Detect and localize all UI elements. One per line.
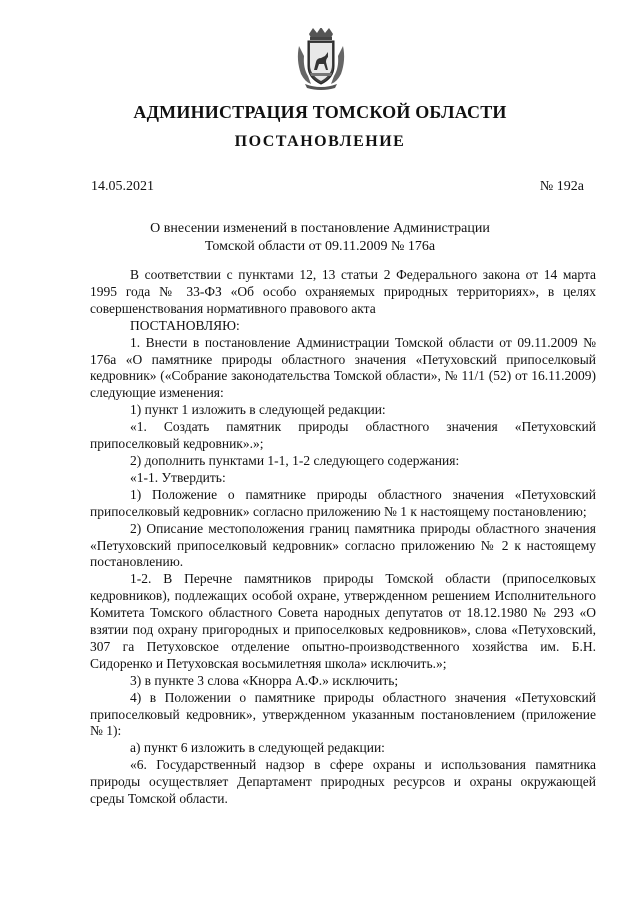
document-date: 14.05.2021 (91, 179, 154, 194)
document-number: № 192а (539, 179, 584, 194)
paragraph: 1) пункт 1 изложить в следующей редакции: (130, 402, 386, 418)
paragraph: «1. Создать памятник природы областного значения «Петуховский припоселковый кедровник».»; (90, 419, 596, 452)
paragraph: 2) дополнить пунктами 1-1, 1-2 следующего содержания: (130, 452, 460, 468)
paragraph: В соответствии с пунктами 12, 13 статьи 2 Федерального закона от 14 марта 1995 года № 33-ФЗ «Об особо охраняемых природных территориях», в целях совершенствования нормативного правового акта (90, 267, 596, 316)
paragraph: 3) в пункте 3 слова «Кнорра А.Ф.» исключить; (130, 672, 399, 688)
paragraph: 1) Положение о памятнике природы областного значения «Петуховский припоселковый кедровник» согласно приложению № 1 к настоящему постановлению; (90, 486, 596, 519)
paragraph: а) пункт 6 изложить в следующей редакции: (130, 740, 385, 756)
paragraph: 2) Описание местоположения границ памятника природы областного значения «Петуховский припоселковый кедровник» согласно приложению № 2 к настоящему постановлению. (90, 520, 596, 570)
subject-line: О внесении изменений в постановление Администрации (150, 221, 490, 236)
paragraph: «6. Государственный надзор в сфере охраны и использования памятника природы осуществляет Департамент природных ресурсов и охраны окружающей среды Томской области. (90, 757, 596, 807)
document-body (90, 267, 596, 808)
coat-of-arms-icon (295, 28, 347, 90)
paragraph-decree: ПОСТАНОВЛЯЮ: (130, 317, 240, 333)
paragraph: 4) в Положении о памятнике природы областного значения «Петуховский припоселковый кедровник», утвержденном указанным постановлением (приложение № 1): (90, 689, 596, 739)
subject-line: Томской области от 09.11.2009 № 176а (204, 239, 436, 254)
paragraph: «1-1. Утвердить: (130, 469, 226, 485)
document-subject (90, 220, 550, 256)
document-type: ПОСТАНОВЛЕНИЕ (234, 133, 406, 150)
organization-title: АДМИНИСТРАЦИЯ ТОМСКОЙ ОБЛАСТИ (133, 102, 507, 122)
paragraph: 1. Внести в постановление Администрации Томской области от 09.11.2009 № 176а «О памятнике природы областного значения «Петуховский припоселковый кедровник» («Собрание законодательства Томской области», № 11/1 (52) от 16.11.2009) следующие изменения: (90, 334, 596, 401)
paragraph: 1-2. В Перечне памятников природы Томской области (припоселковых кедровников), подлежащих особой охране, утвержденном решением Исполнительного Комитета Томского областного Совета народных депутатов от 18.12.1980 № 293 «О взятии под охрану пригородных и припоселковых кедровников», слова «Петуховский, 307 га Петуховское отделение опытно-производственного хозяйства им. Б.Н. Сидоренко и Петуховская восьмилетняя школа» исключить.»; (90, 571, 596, 671)
